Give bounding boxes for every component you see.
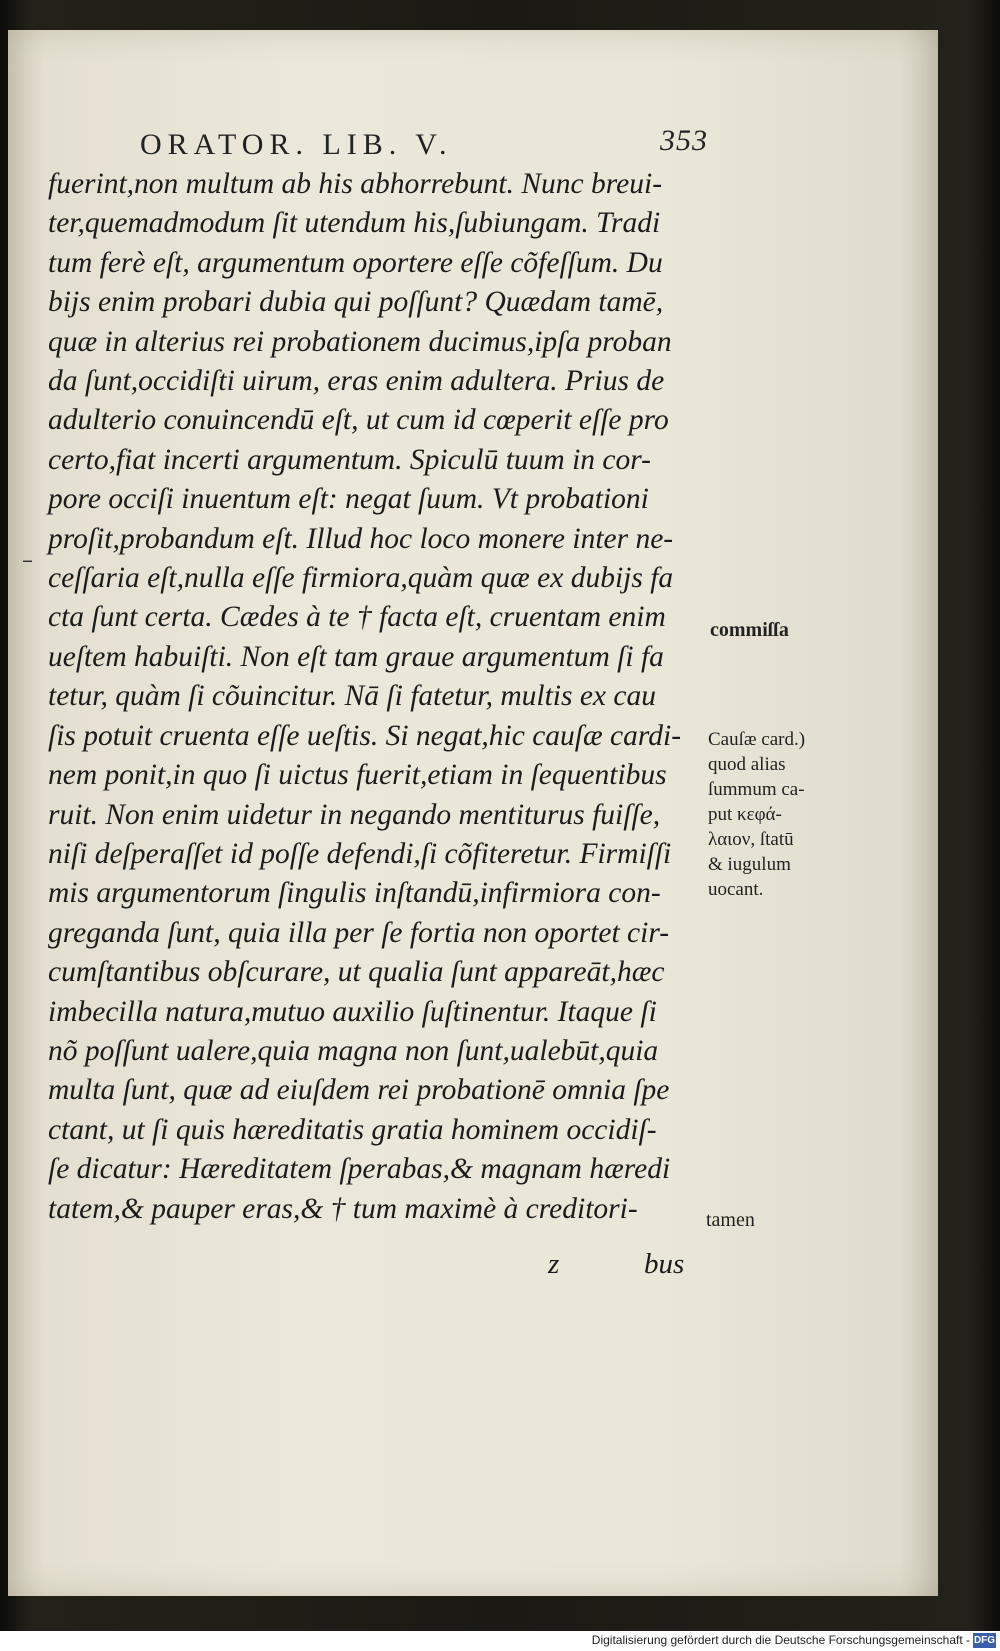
- text-line: ceſſaria eſt,nulla eſſe firmiora,quàm quæ ex dubijs fa: [48, 562, 674, 595]
- text-line: pore occiſi inuentum eſt: negat ſuum. Vt probationi: [48, 483, 649, 516]
- running-head: ORATOR. LIB. V.: [140, 128, 453, 161]
- text-line: ruit. Non enim uidetur in negando mentiturus fuiſſe,: [48, 798, 661, 831]
- margin-dash-mark: –: [22, 548, 33, 573]
- page-number: 353: [660, 124, 708, 157]
- main-text-block: [48, 165, 698, 1229]
- text-line: multa ſunt, quæ ad eiuſdem rei probationē omnia ſpe: [48, 1074, 670, 1107]
- margin-note-causae-cardo: [708, 727, 805, 902]
- catchword: bus: [644, 1248, 685, 1280]
- margin-note-line: put κεφά-: [708, 804, 782, 825]
- margin-note-line: uocant.: [708, 879, 764, 900]
- text-line: adulterio conuincendū eſt, ut cum id cœperit eſſe pro: [48, 404, 669, 437]
- text-line: tatem,& pauper eras,& † tum maximè à creditori-: [48, 1192, 638, 1225]
- text-line: tum ferè eſt, argumentum oportere eſſe cõfeſſum. Du: [48, 246, 663, 279]
- text-line: ueſtem habuiſti. Non eſt tam graue argumentum ſi fa: [48, 640, 664, 673]
- margin-note-line: Cauſæ card.): [708, 729, 806, 750]
- text-line: quæ in alterius rei probationem ducimus,ipſa proban: [48, 325, 672, 358]
- text-line: ctant, ut ſi quis hæreditatis gratia hominem occidiſ-: [48, 1113, 657, 1146]
- signature-mark: z: [548, 1248, 560, 1280]
- digitization-footer: [0, 1631, 1000, 1651]
- text-line: ſis potuit cruenta eſſe ueſtis. Si negat,hic cauſæ cardi-: [48, 719, 682, 752]
- text-line: certo,fiat incerti argumentum. Spiculū tuum in cor-: [48, 443, 651, 476]
- dfg-logo: DFG: [973, 1635, 996, 1646]
- margin-note-line: λαιον, ſtatū: [708, 829, 794, 850]
- text-line: greganda ſunt, quia illa per ſe fortia non oportet cir-: [48, 916, 670, 949]
- text-line: imbecilla natura,mutuo auxilio ſuſtinentur. Itaque ſi: [48, 995, 657, 1028]
- margin-note-commissa: commiſſa: [710, 619, 789, 641]
- funding-credit: Digitalisierung gefördert durch die Deutsche Forschungsgemeinschaft -: [591, 1633, 970, 1647]
- margin-note-line: ſummum ca-: [708, 779, 805, 800]
- text-line: cumſtantibus obſcurare, ut qualia ſunt appareāt,hæc: [48, 956, 665, 989]
- text-line: proſit,probandum eſt. Illud hoc loco monere inter ne-: [48, 522, 674, 555]
- margin-note-line: & iugulum: [708, 854, 791, 875]
- text-line: cta ſunt certa. Cædes à te † facta eſt, cruentam enim: [48, 601, 666, 634]
- text-line: bijs enim probari dubia qui poſſunt? Quædam tamē,: [48, 286, 664, 319]
- text-line: da ſunt,occidiſti uirum, eras enim adultera. Prius de: [48, 365, 665, 398]
- text-line: mis argumentorum ſingulis inſtandū,infirmiora con-: [48, 877, 661, 910]
- text-line: nem ponit,in quo ſi uictus fuerit,etiam in ſequentibus: [48, 759, 667, 792]
- text-line: nõ poſſunt ualere,quia magna non ſunt,ualebūt,quia: [48, 1034, 659, 1067]
- text-line: fuerint,non multum ab his abhorrebunt. Nunc breui-: [48, 168, 663, 200]
- text-line: ter,quemadmodum ſit utendum his,ſubiungam. Tradi: [48, 207, 661, 240]
- margin-note-tamen: tamen: [706, 1209, 755, 1231]
- text-line: tetur, quàm ſi cõuincitur. Nā ſi fatetur, multis ex cau: [48, 680, 656, 713]
- text-line: ſe dicatur: Hæreditatem ſperabas,& magnam hæredi: [48, 1153, 671, 1186]
- text-line: niſi deſperaſſet id poſſe defendi,ſi cõfiteretur. Firmiſſi: [48, 837, 672, 870]
- margin-note-line: quod alias: [708, 754, 786, 775]
